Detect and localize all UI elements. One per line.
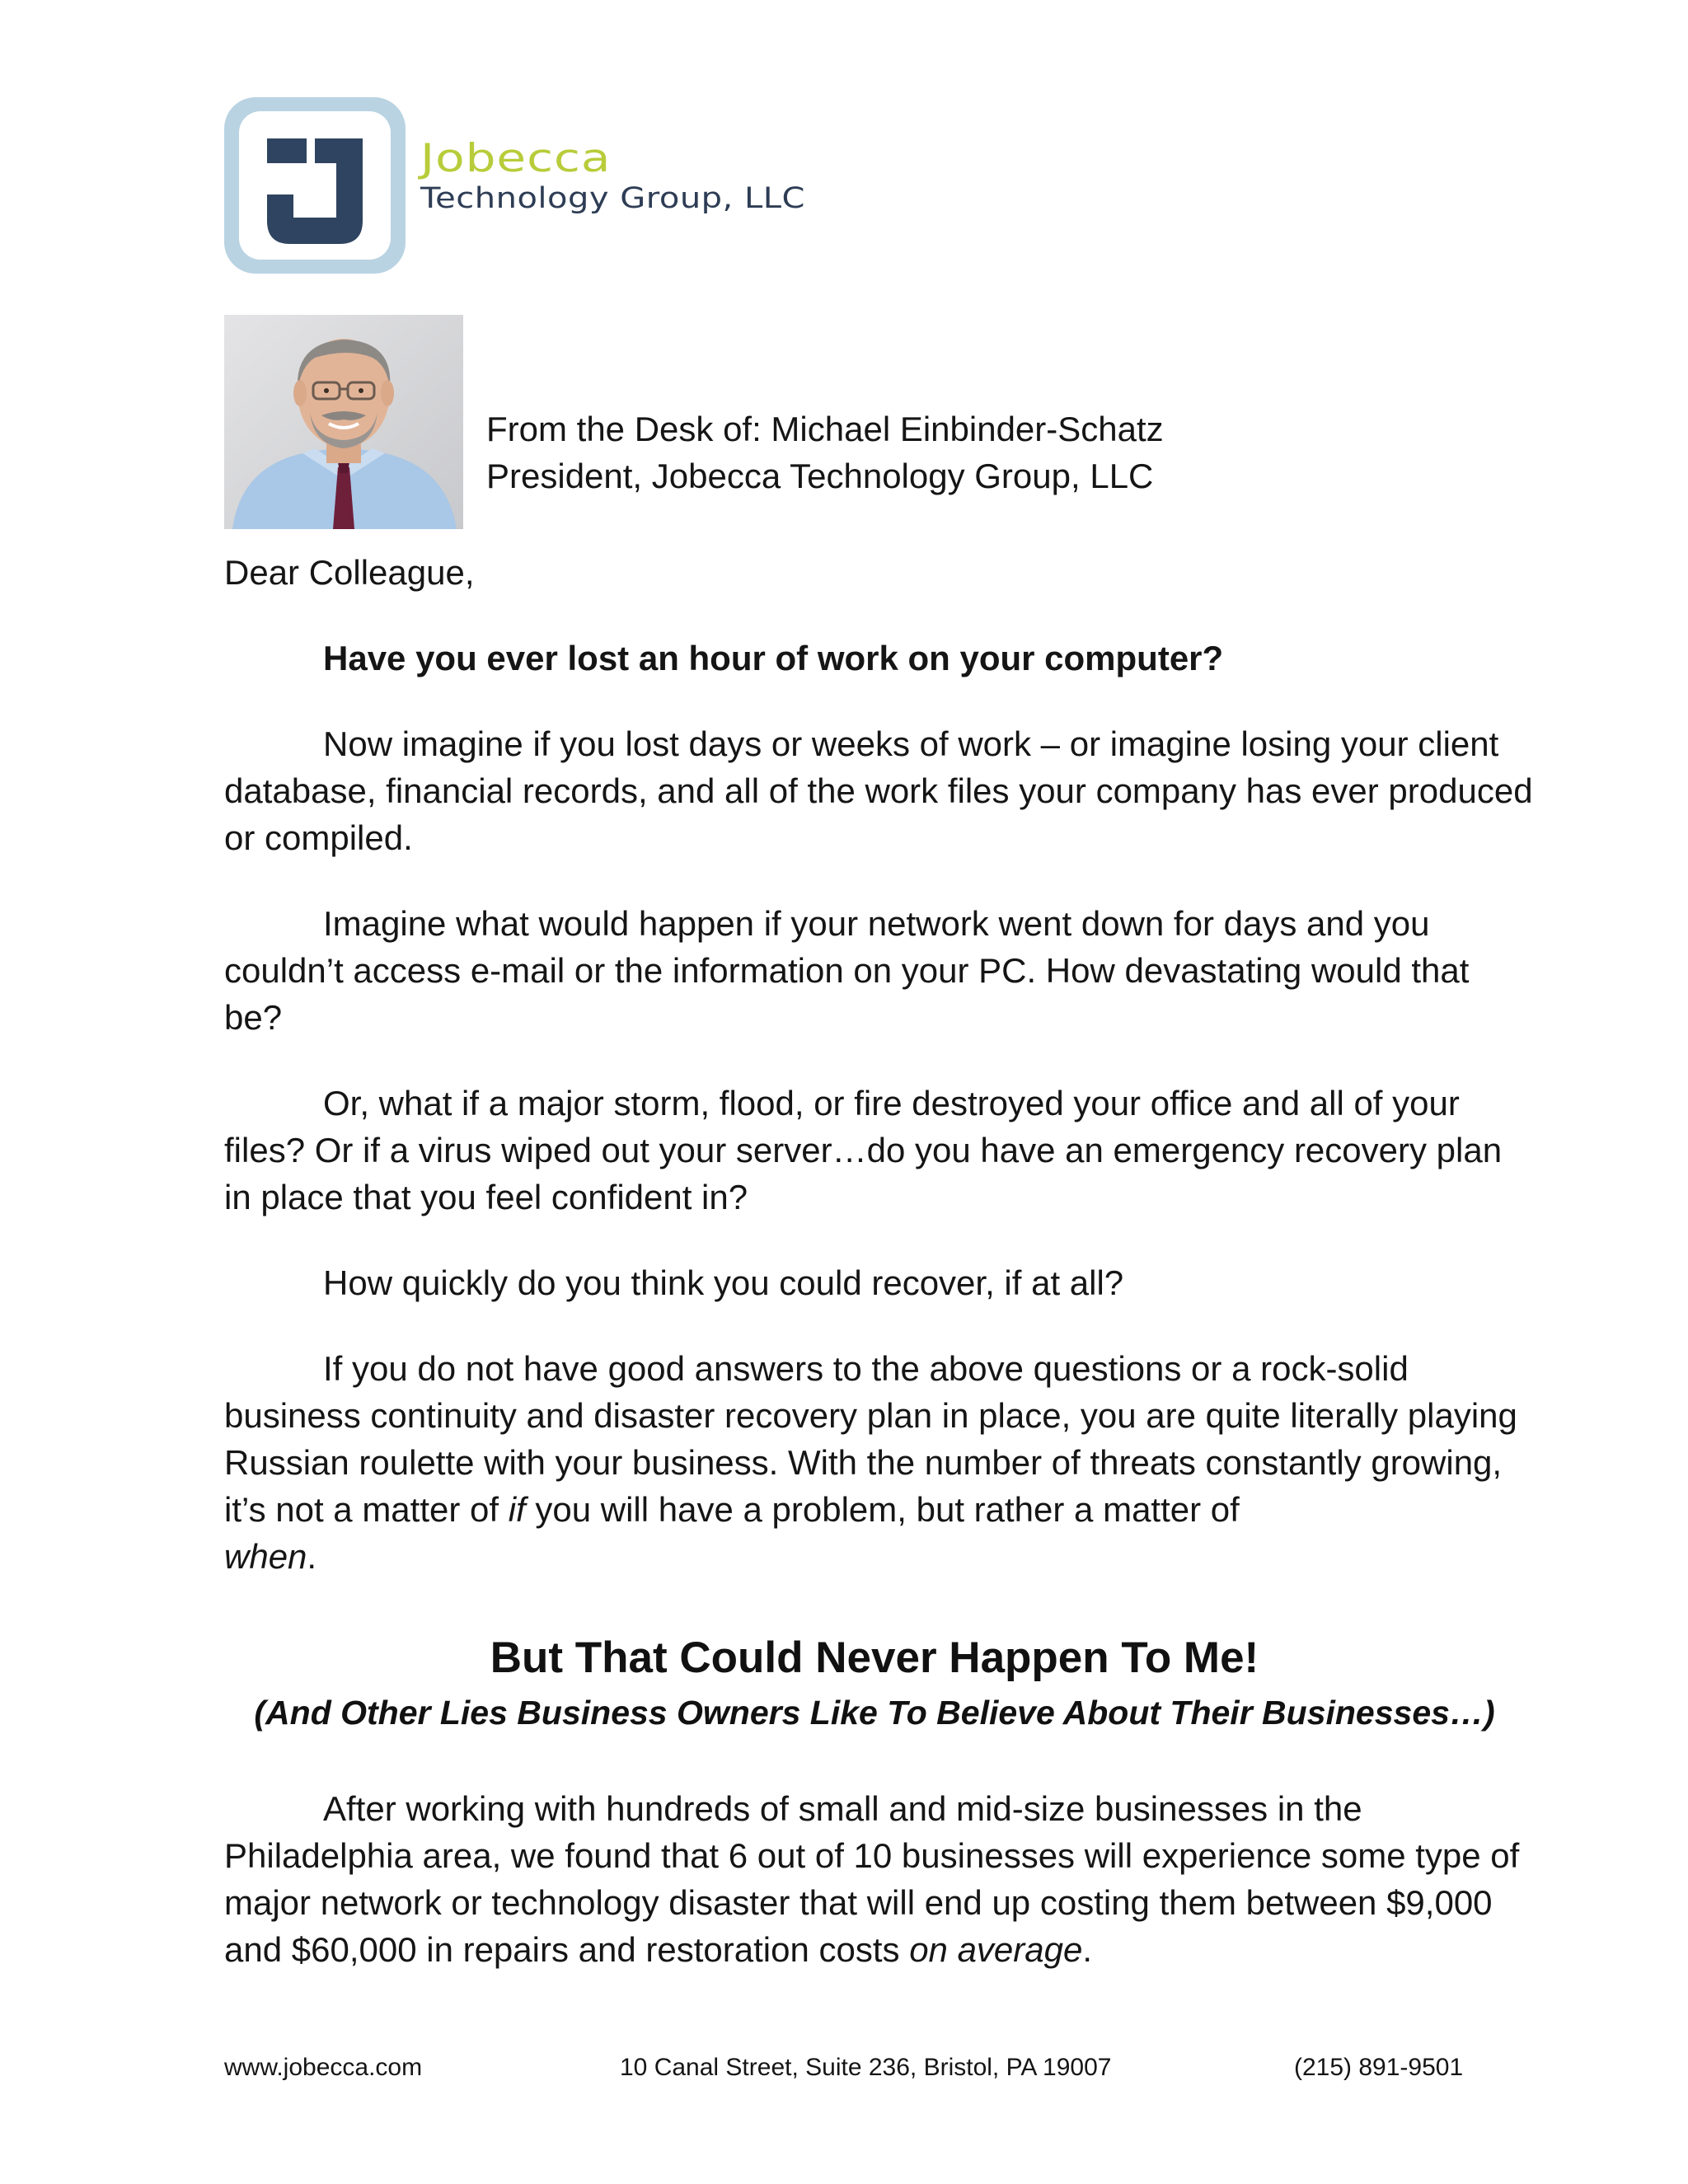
- salutation: Dear Colleague,: [224, 553, 475, 592]
- logo-wordmark: [420, 134, 805, 219]
- paragraph-2: Imagine what would happen if your network went down for days and you couldn’t access e-mail or the information on your PC. How devastating would that be?: [224, 904, 1470, 1037]
- paragraph-5-text-b: you will have a problem, but rather a matter of: [525, 1490, 1240, 1529]
- paragraph-6: [224, 1785, 1535, 1973]
- logo-subtitle: Technology Group, LLC: [420, 182, 805, 215]
- paragraph-4: How quickly do you think you could recover, if at all?: [323, 1263, 1124, 1302]
- section-headline: But That Could Never Happen To Me!: [490, 1633, 1259, 1682]
- footer-phone: (215) 891-9501: [1294, 2054, 1464, 2081]
- opening-question: Have you ever lost an hour of work on your computer?: [323, 639, 1224, 677]
- paragraph-5-emphasis-when: when: [224, 1537, 307, 1576]
- section-subheadline: (And Other Lies Business Owners Like To Believe About Their Businesses…): [254, 1694, 1495, 1732]
- footer-website: www.jobecca.com: [224, 2054, 423, 2081]
- paragraph-5: [224, 1345, 1535, 1580]
- paragraph-6-end: .: [1082, 1930, 1093, 1969]
- paragraph-6-text: After working with hundreds of small and mid-size businesses in the Philadelphia area, we found that 6 out of 10 businesses will experience some type of major network or technology disaster that will end up costing them between $9,000 and $60,000 in repairs and restoration costs: [224, 1789, 1520, 1969]
- from-title-line: President, Jobecca Technology Group, LLC: [486, 457, 1154, 495]
- paragraph-5-end: .: [307, 1537, 317, 1576]
- footer-address: 10 Canal Street, Suite 236, Bristol, PA 19007: [620, 2054, 1112, 2081]
- paragraph-1: Now imagine if you lost days or weeks of work – or imagine losing your client database, financial records, and all of the work files your company has ever produced or compiled.: [224, 724, 1533, 857]
- paragraph-5-text-a: If you do not have good answers to the above questions or a rock-solid business continuity and disaster recovery plan in place, you are quite literally playing Russian roulette with your business. With the number of threats constantly growing, it’s not a matter of: [224, 1349, 1517, 1529]
- from-line: From the Desk of: Michael Einbinder-Schatz: [486, 410, 1164, 448]
- from-block: [486, 405, 1164, 499]
- paragraph-3: Or, what if a major storm, flood, or fire destroyed your office and all of your files? Or if a virus wiped out your server…do you have an emergency recovery plan in place that you feel confident in?: [224, 1084, 1503, 1216]
- jobecca-logo-icon: [224, 97, 406, 274]
- paragraph-5-emphasis-if: if: [508, 1490, 526, 1529]
- logo-name: Jobecca: [420, 134, 612, 181]
- author-portrait: [224, 315, 463, 529]
- paragraph-6-emphasis: on average: [909, 1930, 1083, 1969]
